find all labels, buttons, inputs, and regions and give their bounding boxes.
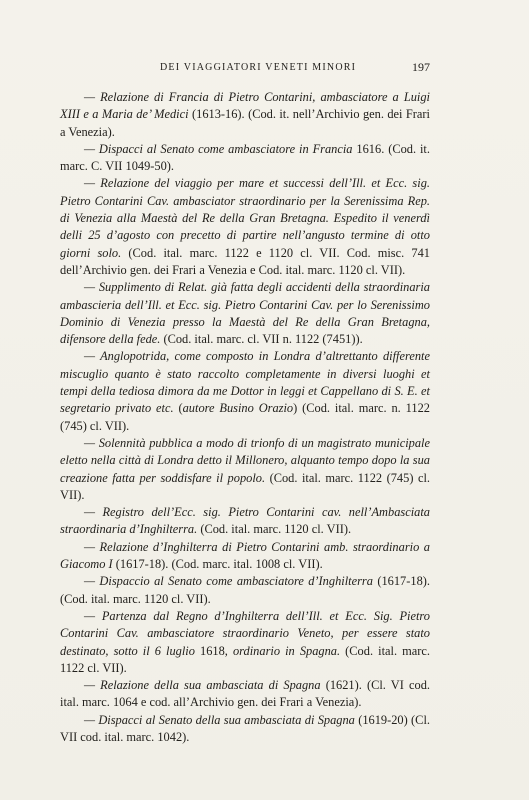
entry-reference: (Cod. ital. marc. cl. VII n. 1122 (7451)). xyxy=(160,332,363,347)
entry-title: — Dispacci al Senato della sua ambasciata di Spagna xyxy=(84,712,355,727)
entry-reference: ) (Cod. ital. marc. n. 1122 (745) cl. VII). xyxy=(60,401,430,433)
entry-relazione-viaggio xyxy=(60,175,430,279)
entry-author: autore Busino Orazio xyxy=(182,401,294,416)
entry-relazione-spagna xyxy=(60,677,430,712)
entry-reference: (Cod. ital. marc. 1120 cl. VII). xyxy=(197,522,352,537)
entry-title: — Anglopotrida, come composto in Londra d’altrettanto differente miscuglio quanto è stato raccolto completamente in diversi luoghi et tempi della tediosa dimora da me Dottor in leggi et Cappellano di S. E. et segretario privato etc. xyxy=(60,349,430,416)
entry-reference: (Cod. ital. marc. 1122 cl. VII). xyxy=(60,643,430,675)
entry-anglopotrida xyxy=(60,348,430,434)
entry-relazione-francia xyxy=(60,89,430,141)
entry-title: — Dispacci al Senato come ambasciatore in Francia xyxy=(84,141,353,156)
entry-dispacci-spagna xyxy=(60,712,430,747)
entry-reference: (Cod. ital. marc. 1122 (745) cl. VII). xyxy=(60,470,430,502)
entry-title: — Relazione di Francia di Pietro Contarini, ambasciatore a Luigi XIII e a Maria de’ Medici xyxy=(60,90,430,122)
entry-title: — Relazione della sua ambasciata di Spagna xyxy=(84,678,321,693)
entry-reference: (1617-18). (Cod. ital. marc. 1120 cl. VII). xyxy=(60,574,430,606)
entry-reference: (1619-20) (Cl. VII cod. ital. marc. 1042). xyxy=(60,712,430,744)
entry-title: — Relazione del viaggio per mare et successi dell’Ill. et Ecc. sig. Pietro Contarini Cav. ambasciator straordinario per la Serenissima Rep. di Venezia alla Maestà del Re della Gran Bretagna. Espedito il venerdì delli 25 d’agosto con precetto di partire nell’angusto termine di otto giorni solo. xyxy=(60,176,430,260)
entry-reference: (Cod. ital. marc. 1122 e 1120 cl. VII. Cod. misc. 741 dell’Archivio gen. dei Frari a Venezia e Cod. ital. marc. 1120 cl. VII). xyxy=(60,245,430,277)
page-body xyxy=(60,89,430,746)
entry-paren-open: ( xyxy=(173,401,183,416)
entry-title-continued: ordinario in Spagna. xyxy=(232,643,341,658)
entry-date: 1618, xyxy=(194,643,233,658)
entry-partenza xyxy=(60,608,430,677)
entry-title: — Relazione d’Inghilterra di Pietro Contarini amb. straordinario a Giacomo I xyxy=(60,539,430,572)
entry-reference: 1616. (Cod. it. marc. C. VII 1049-50). xyxy=(60,141,430,174)
entry-title: — Partenza dal Regno d’Inghilterra dell’Ill. et Ecc. Sig. Pietro Contarini Cav. ambasciatore straordinario Veneto, per essere stato destinato, sotto il 6 luglio xyxy=(60,608,430,658)
entry-title: — Solennità pubblica a modo di trionfo di un magistrato municipale eletto nella città di Londra detto il Millonero, alquanto tempo dopo la sua creazione fatta per soddisfare il popolo. xyxy=(60,435,430,485)
entry-solennita xyxy=(60,435,430,504)
page-header xyxy=(60,60,430,76)
entry-relazione-inghilterra xyxy=(60,539,430,574)
running-head: DEI VIAGGIATORI VENETI MINORI xyxy=(160,62,357,73)
entry-title: — Dispaccio al Senato come ambasciatore d’Inghilterra xyxy=(84,574,373,589)
entry-title: — Supplimento di Relat. già fatta degli accidenti della straordinaria ambascieria dell’Ill. et Ecc. sig. Pietro Contarini Cav. per lo Serenissimo Dominio di Venezia presso la Maestà del Re della Gran Bretagna, difensore della fede. xyxy=(60,280,430,347)
entry-dispaccio-inghilterra xyxy=(60,573,430,608)
page-number: 197 xyxy=(412,60,430,74)
entry-supplimento xyxy=(60,279,430,348)
entry-reference: (1613-16). (Cod. it. nell’Archivio gen. dei Frari a Venezia). xyxy=(60,107,430,139)
entry-registro xyxy=(60,504,430,539)
entry-reference: (1621). (Cl. VI cod. ital. marc. 1064 e cod. all’Archivio gen. dei Frari a Venezia). xyxy=(60,678,430,710)
entry-title: — Registro dell’Ecc. sig. Pietro Contarini cav. nell’Ambasciata straordinaria d’Inghilterra. xyxy=(60,505,430,537)
entry-reference: (1617-18). (Cod. marc. ital. 1008 cl. VII). xyxy=(112,557,323,572)
entry-dispacci-francia xyxy=(60,141,430,176)
